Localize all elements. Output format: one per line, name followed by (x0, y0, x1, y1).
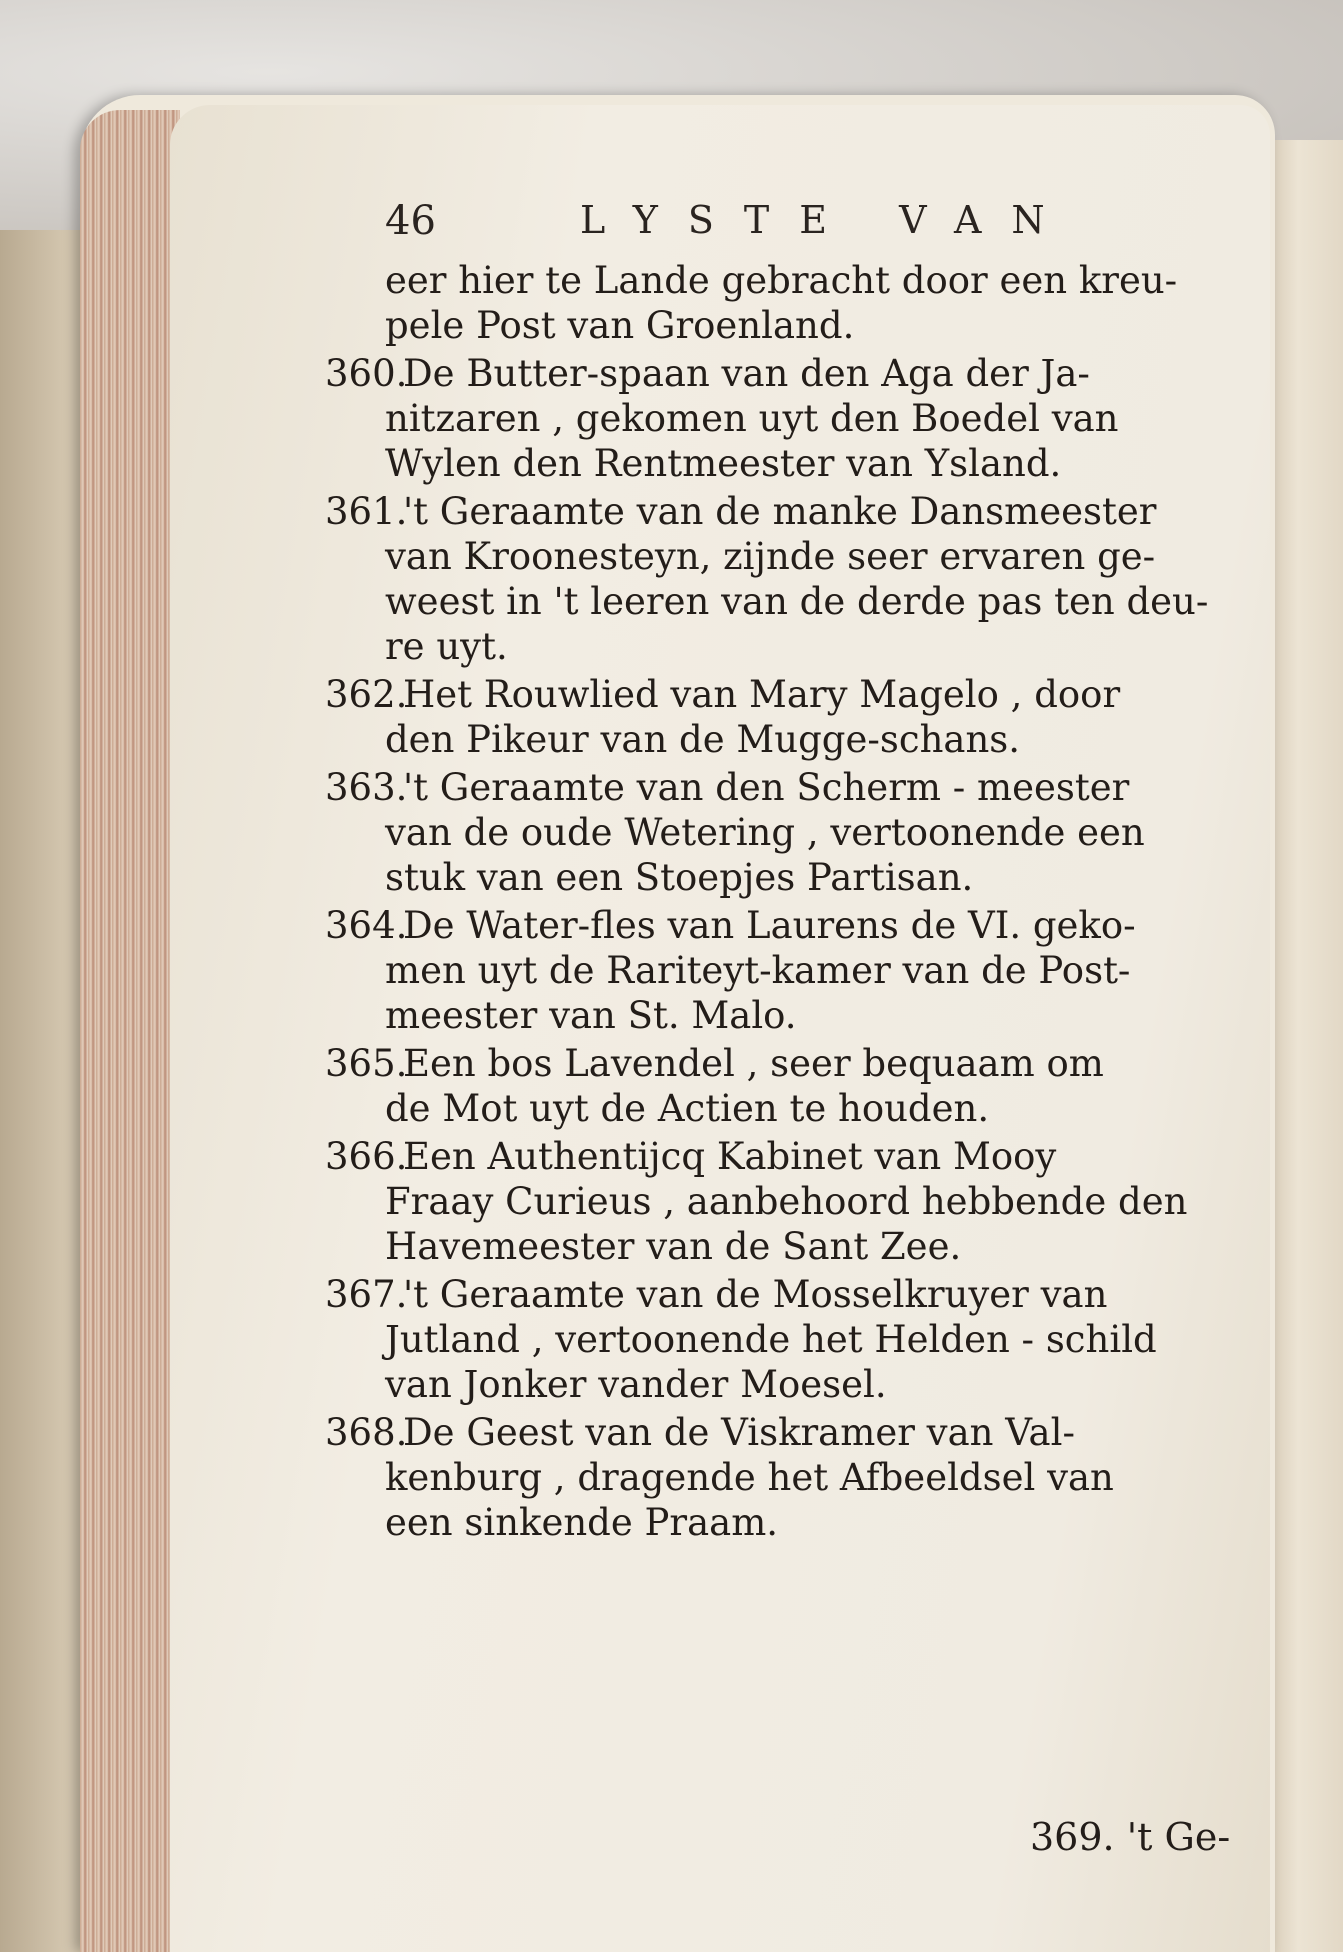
entry-text: nitzaren , gekomen uyt den Boedel van (385, 397, 1119, 440)
text-line (325, 1041, 1255, 1086)
entry-number: 361. (325, 490, 408, 533)
catalog-entry (325, 351, 1255, 486)
entry-text: kenburg , dragende het Afbeeldsel van (385, 1456, 1114, 1499)
entry-text: pele Post van Groenland. (385, 304, 855, 347)
text-line (385, 1179, 1255, 1224)
text-line (385, 810, 1255, 855)
catalog-entry (325, 1272, 1255, 1407)
text-line (385, 1086, 1255, 1131)
catalog-entry (325, 903, 1255, 1038)
entry-text: 't Geraamte van de Mosselkruyer van (403, 1273, 1108, 1316)
text-line (385, 993, 1255, 1038)
entry-text: Fraay Curieus , aanbehoord hebbende den (385, 1180, 1188, 1223)
entry-number: 363. (325, 766, 408, 809)
text-line (385, 624, 1255, 669)
running-head: LYSTE VAN (580, 198, 1075, 242)
text-line (325, 1134, 1255, 1179)
entry-text: men uyt de Rariteyt-kamer van de Post- (385, 949, 1131, 992)
entry-text: van de oude Wetering , vertoonende een (385, 811, 1145, 854)
text-line (385, 855, 1255, 900)
catalog-entry (325, 489, 1255, 669)
entry-text: De Geest van de Viskramer van Val- (403, 1411, 1075, 1454)
catalog-entry (325, 1134, 1255, 1269)
entry-number: 367. (325, 1273, 408, 1316)
entry-number: 364. (325, 904, 408, 947)
text-line (385, 396, 1255, 441)
entry-text: Havemeester van de Sant Zee. (385, 1225, 962, 1268)
text-line (385, 717, 1255, 762)
entry-text: van Kroonesteyn, zijnde seer ervaren ge- (385, 535, 1156, 578)
entry-text: eer hier te Lande gebracht door een kreu- (385, 259, 1178, 302)
text-line (325, 489, 1255, 534)
entry-number: 360. (325, 352, 408, 395)
entry-text: meester van St. Malo. (385, 994, 797, 1037)
entry-text: Een Authentijcq Kabinet van Mooy (403, 1135, 1057, 1178)
catalog-entry (325, 672, 1255, 762)
entry-text: re uyt. (385, 625, 508, 668)
entry-text: van Jonker vander Moesel. (385, 1363, 887, 1406)
page-number: 46 (385, 198, 436, 244)
text-line (385, 1224, 1255, 1269)
entry-text: den Pikeur van de Mugge-schans. (385, 718, 1021, 761)
text-line (385, 1455, 1255, 1500)
text-line (325, 1410, 1255, 1455)
entry-text: De Water-fles van Laurens de VI. geko- (403, 904, 1136, 947)
text-line (325, 351, 1255, 396)
entry-text: De Butter-spaan van den Aga der Ja- (403, 352, 1090, 395)
entry-text: Wylen den Rentmeester van Ysland. (385, 442, 1062, 485)
text-line (385, 1317, 1255, 1362)
entry-text: Een bos Lavendel , seer bequaam om (403, 1042, 1104, 1085)
entry-number: 366. (325, 1135, 408, 1178)
text-line (325, 765, 1255, 810)
text-line (385, 258, 1255, 303)
text-line (385, 948, 1255, 993)
text-line (385, 441, 1255, 486)
entry-text: weest in 't leeren van de derde pas ten deu- (385, 580, 1209, 623)
text-line (325, 672, 1255, 717)
page-text (325, 258, 1255, 1548)
text-line (385, 1500, 1255, 1545)
catalog-entry (325, 1410, 1255, 1545)
text-line (385, 303, 1255, 348)
text-line (385, 1362, 1255, 1407)
entry-text: een sinkende Praam. (385, 1501, 779, 1544)
catalog-entry (325, 765, 1255, 900)
entry-text: Jutland , vertoonende het Helden - schild (385, 1318, 1157, 1361)
entry-number: 365. (325, 1042, 408, 1085)
text-line (385, 579, 1255, 624)
catalog-entry (325, 1041, 1255, 1131)
text-line (325, 1272, 1255, 1317)
entry-text: de Mot uyt de Actien te houden. (385, 1087, 990, 1130)
entry-text: stuk van een Stoepjes Partisan. (385, 856, 974, 899)
entry-number: 368. (325, 1411, 408, 1454)
catchword: 369. 't Ge- (1030, 1815, 1231, 1859)
entry-number: 362. (325, 673, 408, 716)
catalog-entry (385, 258, 1255, 348)
text-line (325, 903, 1255, 948)
entry-text: 't Geraamte van de manke Dansmeester (403, 490, 1157, 533)
text-line (385, 534, 1255, 579)
page-header (385, 198, 1105, 248)
entry-text: 't Geraamte van den Scherm - meester (403, 766, 1130, 809)
entry-text: Het Rouwlied van Mary Magelo , door (403, 673, 1121, 716)
page-edges (80, 110, 180, 1952)
